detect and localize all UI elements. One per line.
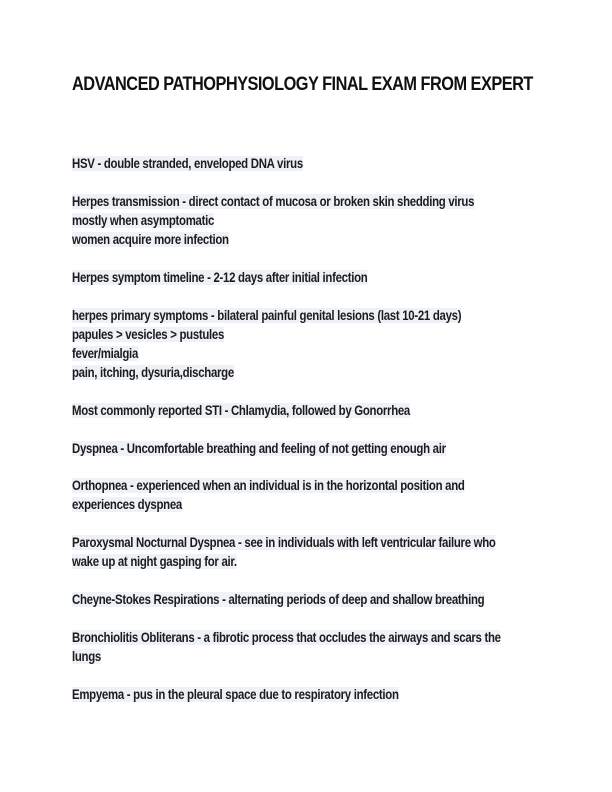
entry-dyspnea [72,439,546,458]
entry-common-sti [72,401,546,420]
entry-line: Orthopnea - experienced when an individual is in the horizontal position and [72,478,465,494]
entry-cheyne-stokes [72,590,546,609]
entry-line: Herpes transmission - direct contact of mucosa or broken skin shedding virus [72,193,475,209]
entry-line: experiences dyspnea [72,497,182,513]
entry-line: Empyema - pus in the pleural space due to respiratory infection [72,686,399,702]
entry-bronchiolitis-obliterans [72,628,546,666]
entry-line: women acquire more infection [72,232,229,248]
entry-line: Most commonly reported STI - Chlamydia, followed by Gonorrhea [72,402,410,418]
entry-list [72,154,546,704]
entry-line: papules > vesicles > pustules [72,326,225,342]
entry-pnd [72,533,546,571]
entry-line: Dyspnea - Uncomfortable breathing and feeling of not getting enough air [72,440,446,456]
entry-hsv [72,154,546,173]
entry-line: lungs [72,648,101,664]
entry-line: Paroxysmal Nocturnal Dyspnea - see in individuals with left ventricular failure who [72,535,496,551]
entry-line: Bronchiolitis Obliterans - a fibrotic process that occludes the airways and scars the [72,629,501,645]
entry-line: herpes primary symptoms - bilateral painful genital lesions (last 10-21 days) [72,307,462,323]
entry-line: mostly when asymptomatic [72,212,215,228]
entry-line: HSV - double stranded, enveloped DNA virus [72,156,303,171]
entry-line: wake up at night gasping for air. [72,554,237,570]
entry-herpes-primary-symptoms [72,306,546,383]
entry-line: fever/mialgia [72,345,139,361]
entry-line: Herpes symptom timeline - 2-12 days after initial infection [72,269,368,285]
entry-line: pain, itching, dysuria,discharge [72,365,234,381]
entry-line: Cheyne-Stokes Respirations - alternating periods of deep and shallow breathing [72,592,485,608]
entry-herpes-transmission [72,192,546,250]
entry-herpes-timeline [72,268,546,287]
entry-orthopnea [72,476,546,514]
document-title: ADVANCED PATHOPHYSIOLOGY FINAL EXAM FROM EXPERT [72,74,533,95]
entry-empyema [72,685,546,704]
